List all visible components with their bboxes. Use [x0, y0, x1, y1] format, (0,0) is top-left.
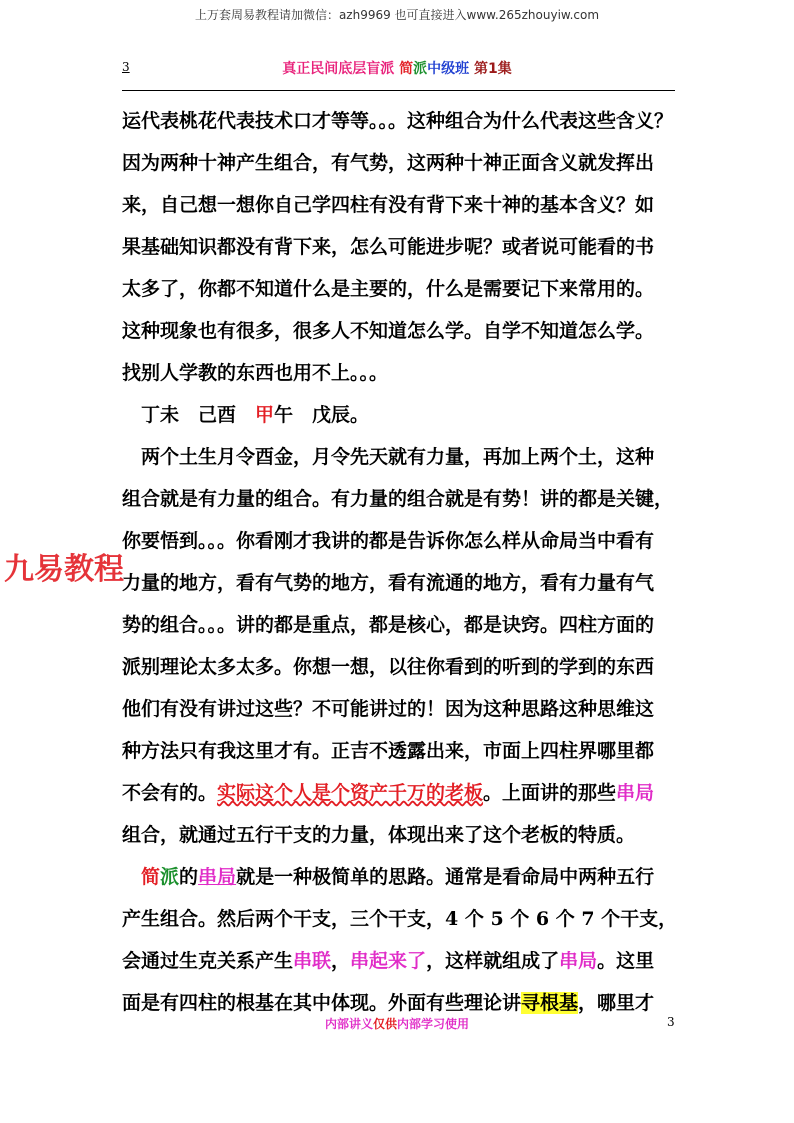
highlight-xungenji: 寻根基: [521, 992, 579, 1014]
document-body: [122, 100, 682, 1024]
text-line: 组合就是有力量的组合。有力量的组合就是有势！讲的都是关键，: [122, 488, 674, 510]
text-span: 面是有四柱的根基在其中体现。外面有些理论讲: [122, 992, 522, 1014]
top-banner: 上万套周易教程请加微信：azh9969 也可直接进入www.265zhouyiw.com: [194, 8, 600, 22]
keyword-chuanju: 串局: [198, 866, 237, 888]
text-line: [122, 856, 682, 898]
text-line: 太多了，你都不知道什么是主要的，什么是需要记下来常用的。: [122, 278, 655, 300]
text-line: 来，自己想一想你自己学四柱有没有背下来十神的基本含义？如: [122, 194, 655, 216]
text-line: 两个土生月令酉金，月令先天就有力量，再加上两个土，这种: [141, 446, 655, 468]
footer-page-number: 3: [667, 1015, 675, 1029]
bazi-text: 丁未 己酉: [141, 404, 256, 426]
text-line: 种方法只有我这里才有。正吉不透露出来，市面上四柱界哪里都: [122, 740, 655, 762]
footer-note: [0, 1015, 794, 1032]
text-line: 运代表桃花代表技术口才等等。。。这种组合为什么代表这些含义？: [122, 110, 674, 132]
text-line: 产生组合。然后两个干支，三个干支，4 个 5 个 6 个 7 个干支，: [122, 908, 678, 930]
text-line: 组合，就通过五行干支的力量，体现出来了这个老板的特质。: [122, 824, 636, 846]
header-title-part: 第1集: [474, 61, 512, 77]
watermark-logo: 九易教程: [4, 552, 124, 587]
text-line: 派别理论太多太多。你想一想，以往你看到的听到的学到的东西: [122, 656, 655, 678]
text-span: 就是一种极简单的思路。通常是看命局中两种五行: [236, 866, 655, 888]
header-title: [0, 58, 794, 78]
text-span: 会通过生克关系产生: [122, 950, 294, 972]
highlight-boss: 实际这个人是个资产千万的老板: [217, 782, 484, 804]
keyword-chuanju: 串局: [559, 950, 598, 972]
header-title-part: 中级班: [427, 61, 470, 77]
footer-part: 内部讲义: [324, 1017, 373, 1031]
text-span: ，这样就组成了: [426, 950, 560, 972]
keyword-chuanlian: 串联: [293, 950, 332, 972]
text-span: ，哪里才: [578, 992, 655, 1014]
footer-part: 仅供: [372, 1017, 397, 1031]
keyword-chuanju: 串局: [616, 782, 655, 804]
text-line: [122, 772, 682, 814]
text-line: [122, 940, 682, 982]
text-span: ，: [331, 950, 351, 972]
header-page-number: 3: [122, 60, 130, 74]
text-line: 势的组合。。。讲的都是重点，都是核心，都是诀窍。四柱方面的: [122, 614, 655, 636]
text-line-bazi: [122, 394, 682, 436]
text-line: 因为两种十神产生组合，有气势，这两种十神正面含义就发挥出: [122, 152, 655, 174]
text-line: 找别人学教的东西也用不上。。。: [122, 362, 389, 384]
text-span: 。上面讲的那些: [483, 782, 617, 804]
header-title-part: 派: [413, 61, 428, 77]
text-line: 这种现象也有很多，很多人不知道怎么学。自学不知道怎么学。: [122, 320, 655, 342]
text-line: 他们有没有讲过这些？不可能讲过的！因为这种思路这种思维这: [122, 698, 655, 720]
header-title-part: 真正民间底层盲派: [282, 61, 395, 77]
text-line: 力量的地方，看有气势的地方，看有流通的地方，看有力量有气: [122, 572, 655, 594]
bazi-text: 午 戊辰。: [274, 404, 370, 426]
footer-part: 内部学习使用: [397, 1017, 470, 1031]
text-line: 你要悟到。。。你看刚才我讲的都是告诉你怎么样从命局当中看有: [122, 530, 655, 552]
text-line: 果基础知识都没有背下来，怎么可能进步呢？或者说可能看的书: [122, 236, 655, 258]
text-span: 。这里: [597, 950, 655, 972]
text-span: 的: [179, 866, 199, 888]
header-title-part: 简: [399, 61, 414, 77]
header-divider: [122, 90, 675, 91]
bazi-highlight: 甲: [255, 404, 275, 426]
keyword-chuanqilai: 串起来了: [350, 950, 427, 972]
keyword-jian: 简: [141, 866, 161, 888]
text-span: 不会有的。: [122, 782, 218, 804]
keyword-pai: 派: [160, 866, 180, 888]
